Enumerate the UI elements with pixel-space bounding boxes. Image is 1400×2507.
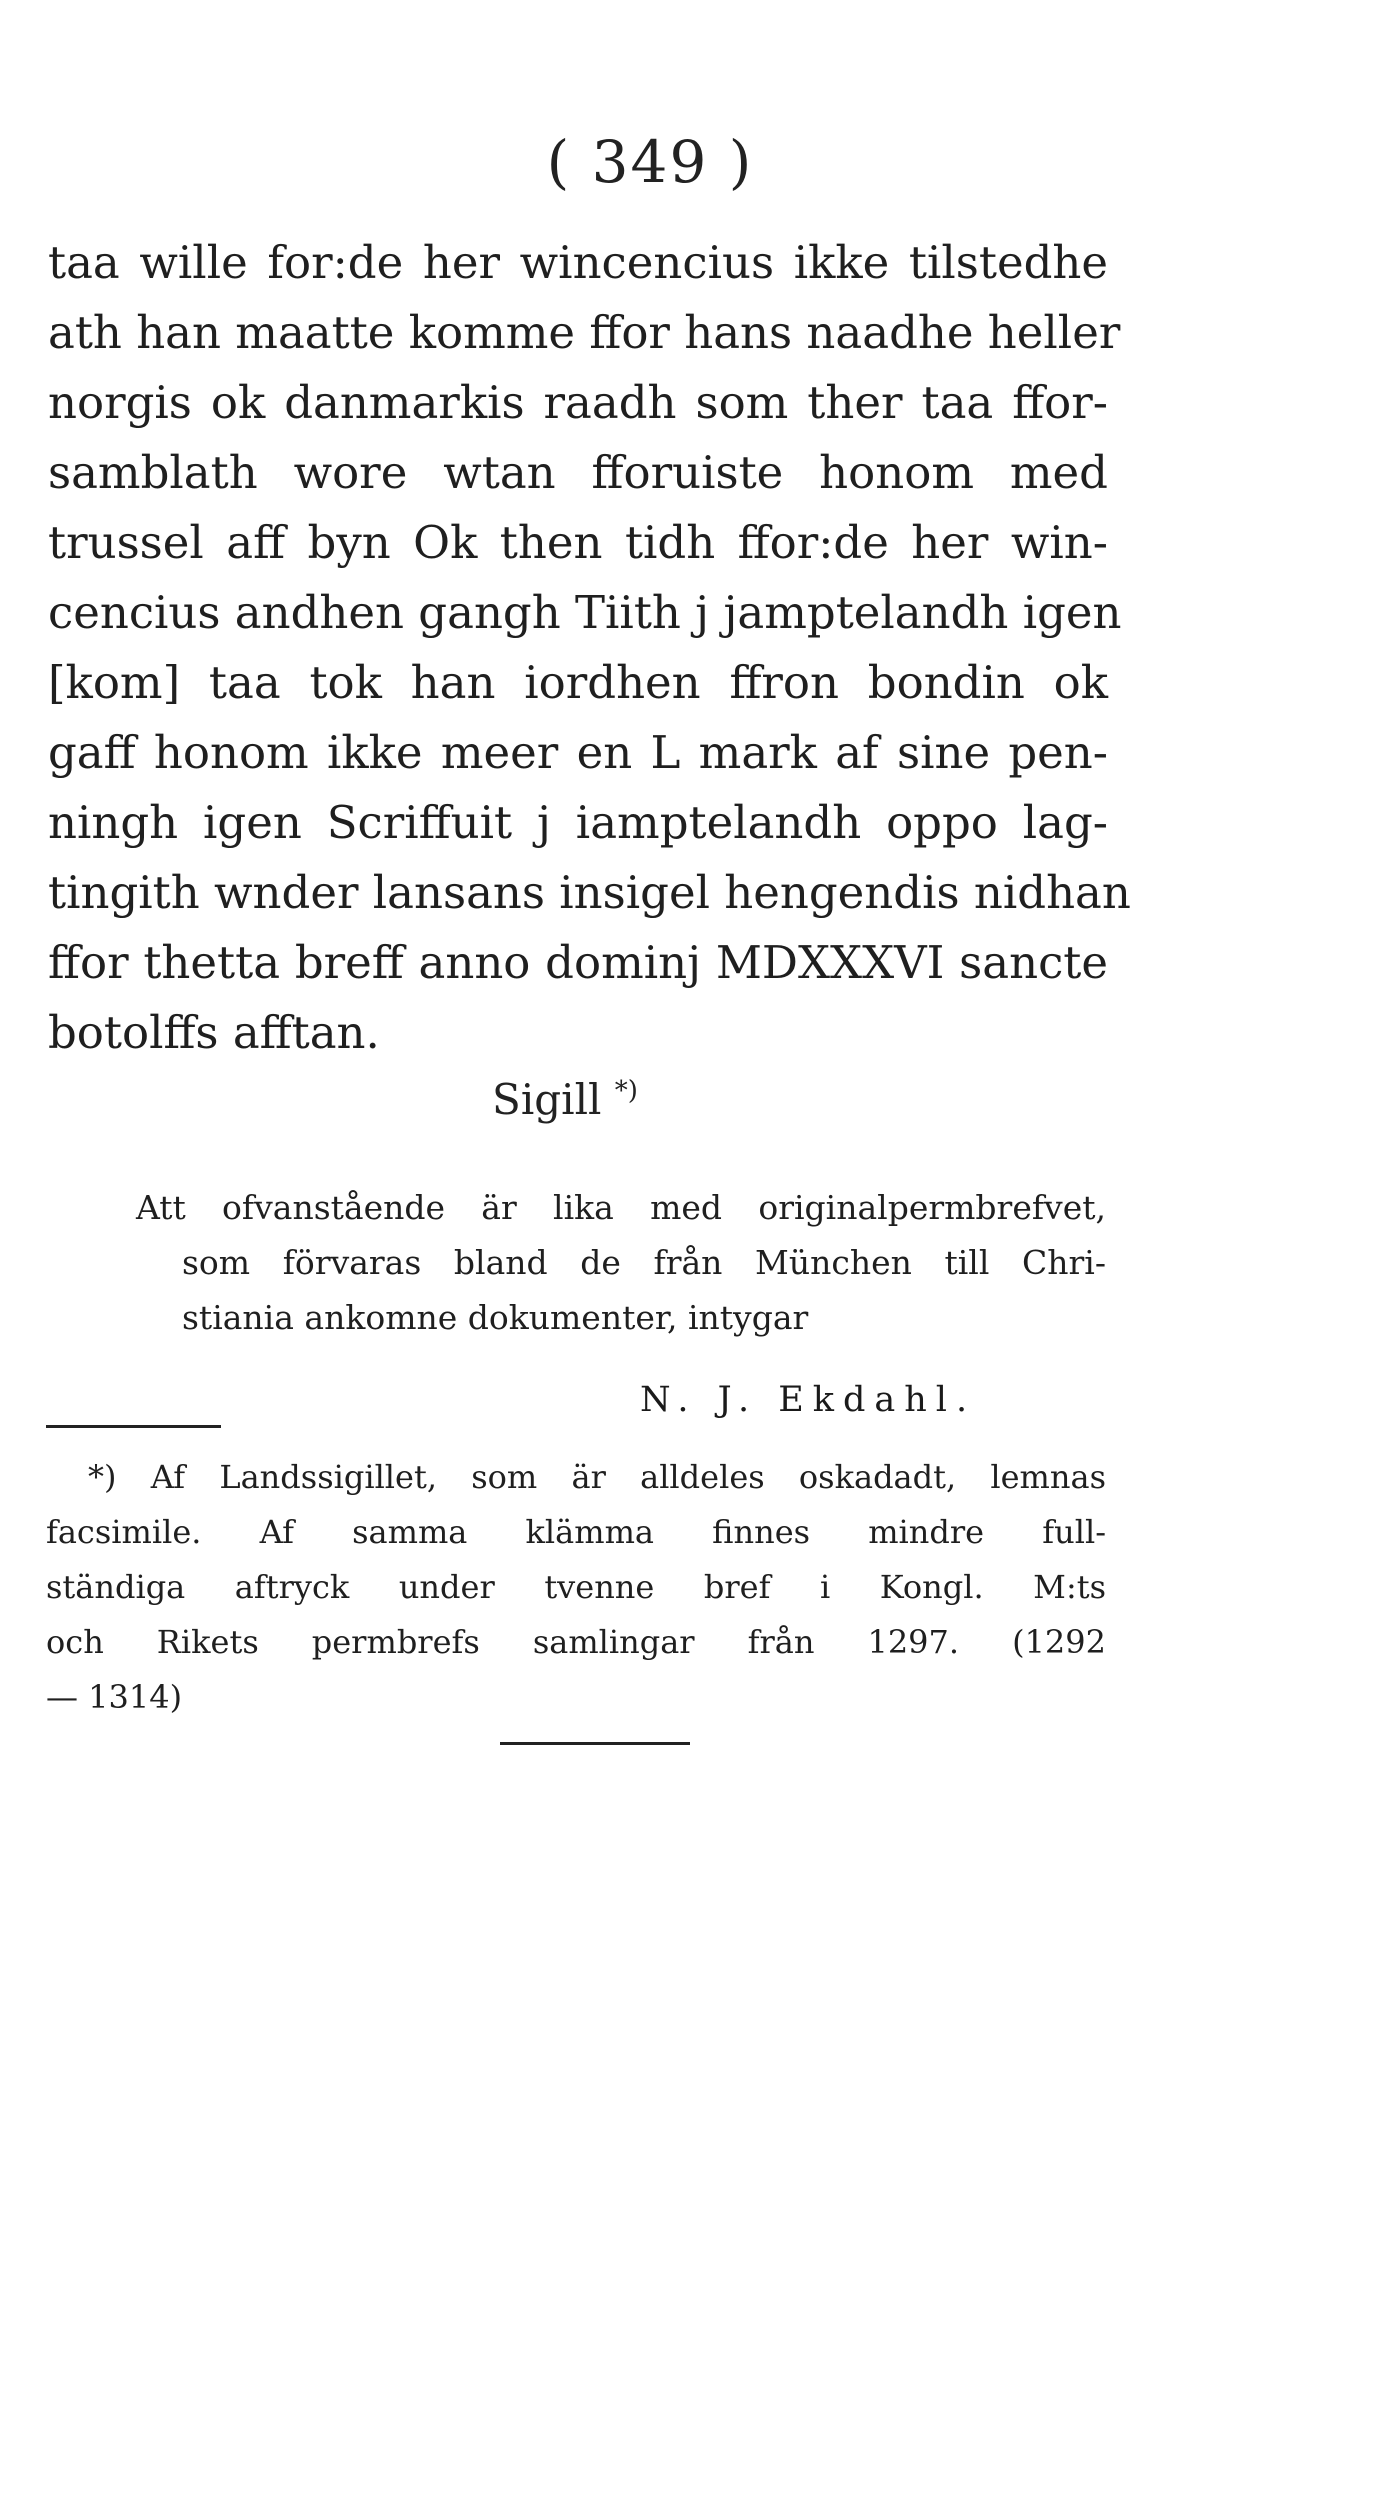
attestation-line: som förvaras bland de från München till Chri- — [182, 1243, 1106, 1282]
body-line: samblath wore wtan fforuiste honom med — [48, 446, 1108, 499]
attestation — [136, 1180, 1106, 1345]
signature: N. J. Ekdahl. — [640, 1380, 977, 1420]
footnote-marker: *) — [614, 1076, 638, 1106]
body-line: cencius andhen gangh Tiith j jamptelandh igen — [48, 586, 1122, 639]
footnote-line: *) Af Landssigillet, som är alldeles oskadadt, lemnas — [88, 1458, 1106, 1496]
main-body-text — [48, 228, 1131, 1068]
footnote-line: ständiga aftryck under tvenne bref i Kongl. M:ts — [46, 1568, 1106, 1606]
footnote-line: — 1314) — [46, 1678, 183, 1716]
body-line: [kom] taa tok han iordhen ffron bondin ok — [48, 656, 1108, 709]
page-number: ( 349 ) — [546, 128, 754, 196]
attestation-line: Att ofvanstående är lika med originalpermbrefvet, — [136, 1188, 1106, 1227]
seal-label-text: Sigill — [492, 1075, 602, 1124]
body-line: gaff honom ikke meer en L mark af sine pen- — [48, 726, 1108, 779]
body-line: ffor thetta breff anno dominj MDXXXVI sancte — [48, 936, 1108, 989]
seal-label — [0, 1075, 1130, 1124]
end-divider — [500, 1742, 690, 1745]
body-line: trussel aff byn Ok then tidh ffor:de her win- — [48, 516, 1108, 569]
body-line: tingith wnder lansans insigel hengendis nidhan — [48, 866, 1131, 919]
body-line: norgis ok danmarkis raadh som ther taa ffor- — [48, 376, 1108, 429]
footnote-divider — [46, 1425, 221, 1428]
attestation-line: stiania ankomne dokumenter, intygar — [182, 1298, 809, 1337]
footnote — [46, 1450, 1106, 1725]
body-line: taa wille for:de her wincencius ikke tilstedhe — [48, 236, 1108, 289]
footnote-line: facsimile. Af samma klämma finnes mindre full- — [46, 1513, 1106, 1551]
footnote-line: och Rikets permbrefs samlingar från 1297. (1292 — [46, 1623, 1106, 1661]
body-line: ningh igen Scriffuit j iamptelandh oppo lag- — [48, 796, 1108, 849]
body-line: botolffs afftan. — [48, 1006, 380, 1059]
body-line: ath han maatte komme ffor hans naadhe heller — [48, 306, 1121, 359]
